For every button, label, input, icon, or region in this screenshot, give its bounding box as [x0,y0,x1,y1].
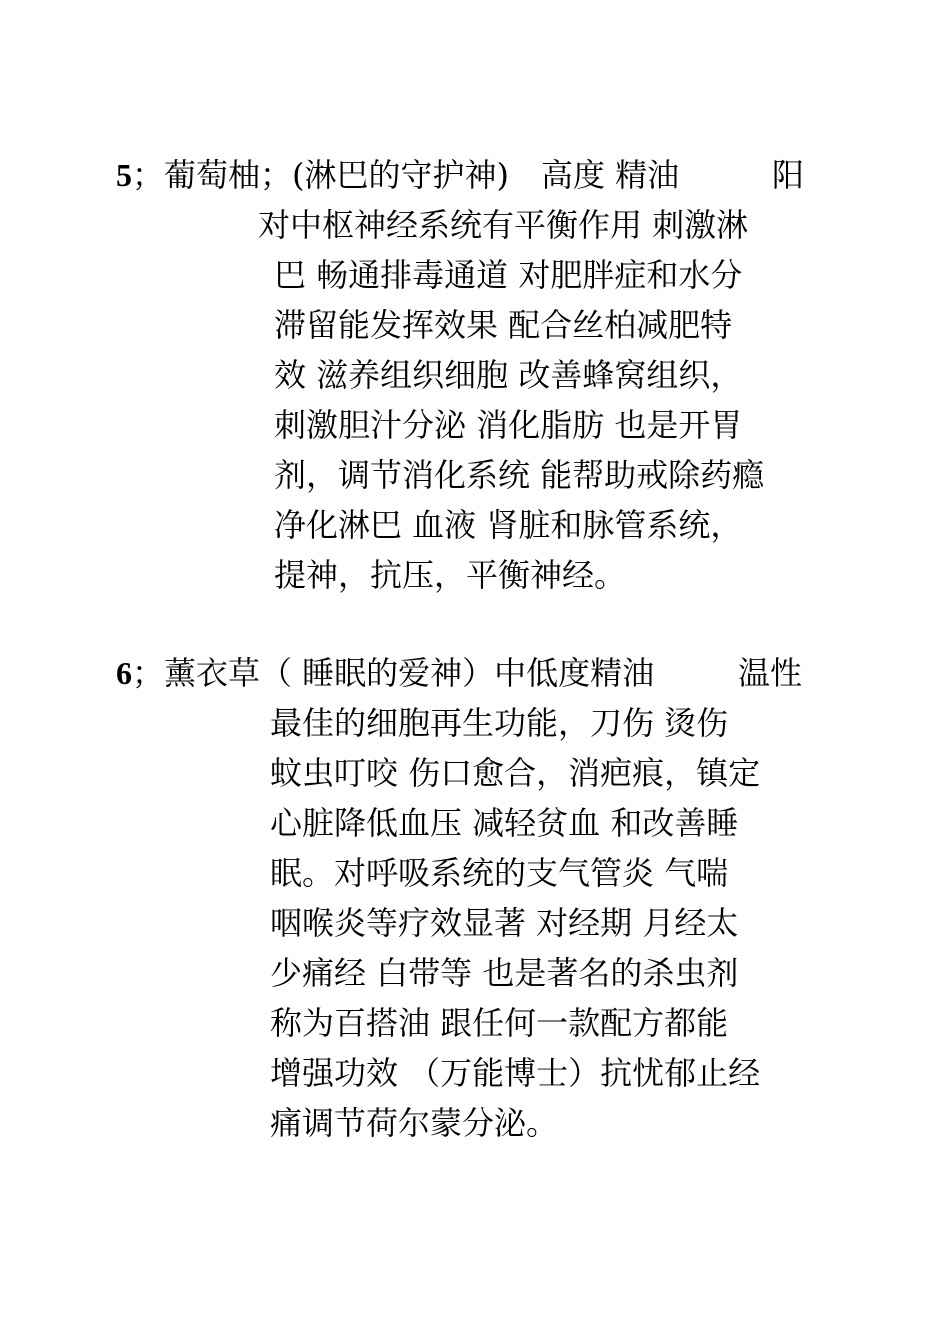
entry-line: 对中枢神经系统有平衡作用 刺激淋 [258,206,749,244]
entry-line: 最佳的细胞再生功能，刀伤 烫伤 [270,704,729,742]
entry-heading-text: ；葡萄柚；(淋巴的守护神) 高度 精油 [132,156,680,194]
entry-heading [116,150,679,200]
entry-heading-right: 阳 [772,156,805,194]
entry-number: 5 [116,157,132,193]
entry-line: 心脏降低血压 减轻贫血 和改善睡 [270,804,739,842]
entry-line: 提神，抗压，平衡神经。 [274,556,627,594]
entry-line: 增强功效 （万能博士）抗忧郁止经 [270,1054,761,1092]
entry-line: 刺激胆汁分泌 消化脂肪 也是开胃 [274,406,743,444]
entry-heading-text: ；薰衣草（ 睡眠的爱神）中低度精油 [132,654,655,692]
entry-number: 6 [116,655,132,691]
entry-heading [116,648,654,698]
entry-line: 剂，调节消化系统 能帮助戒除药瘾 [274,456,765,494]
entry-line: 效 滋养组织细胞 改善蜂窝组织， [274,356,743,394]
entry-line: 滞留能发挥效果 配合丝柏减肥特 [274,306,733,344]
entry-line: 蚊虫叮咬 伤口愈合，消疤痕，镇定 [270,754,761,792]
entry-heading-right: 温性 [738,654,803,692]
entry-line: 称为百搭油 跟任何一款配方都能 [270,1004,729,1042]
entry-line: 咽喉炎等疗效显著 对经期 月经太 [270,904,739,942]
entry-line: 净化淋巴 血液 肾脏和脉管系统， [274,506,743,544]
entry-line: 痛调节荷尔蒙分泌。 [270,1104,559,1142]
entry-line: 眠。对呼吸系统的支气管炎 气喘 [270,854,729,892]
entry-line: 少痛经 白带等 也是著名的杀虫剂 [270,954,739,992]
entry-line: 巴 畅通排毒通道 对肥胖症和水分 [274,256,743,294]
